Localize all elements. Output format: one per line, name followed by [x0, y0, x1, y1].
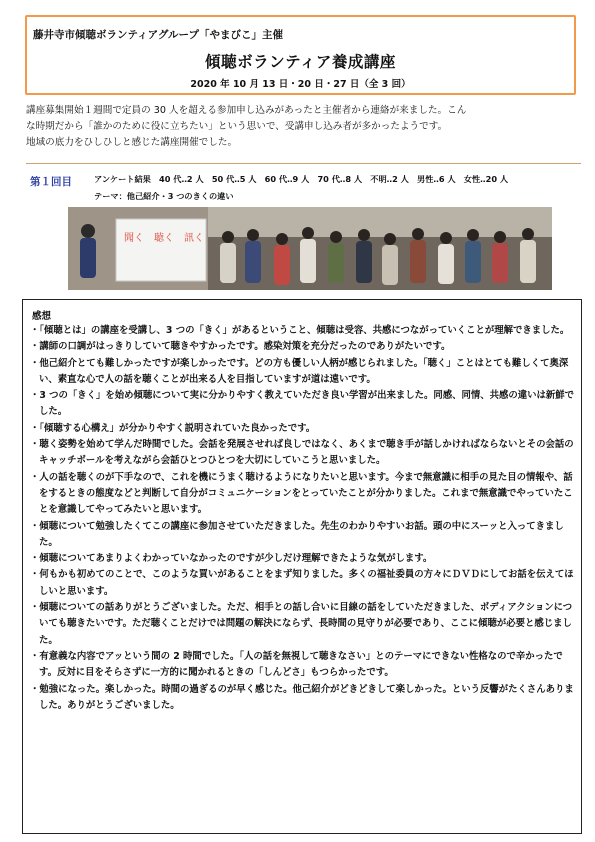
comment-item: ・人の話を聴くのが下手なので、これを機にうまく聴けるようになりたいと思います。今まで無意識に相手の見た目の情報や、話をするときの態度などと判断して自分がコミュニケーションをとっていたことが分かりました。これまで無意識でやっていたことを意識してやってみたいと思います。	[30, 471, 573, 516]
organizer-text: 藤井寺市傾聴ボランティアグループ「やまびこ」主催	[33, 29, 284, 41]
whiteboard-text: 聞く 聴く 訊く	[124, 233, 204, 244]
intro-paragraph	[26, 103, 586, 151]
comment-item: ・傾聴についての話ありがとうございました。ただ、相手との話し合いに目線の話をしていただきました、ボディアクションについても聴きたいです。ただ聴くことだけでは問題の解決にならず、長時間の見守りが必要であり、ここに傾聴が必要と感じました。	[30, 602, 573, 646]
comment-item: ・講師の口調がはっきりしていて聴きやすかったです。感染対策を充分だったのでありがたいです。	[30, 341, 451, 353]
comment-item: ・他己紹介とても難しかったですが楽しかったです。どの方も優しい人柄が感じられました。「聴く」ことはとても難しくて奥深い、素直な心で人の話を聴くことが出来る人を目指していますが道は遠いです。	[30, 357, 569, 385]
comment-item: ・傾聴についてあまりよくわかっていなかったのですが少しだけ理解できたような気がします。	[30, 553, 433, 565]
workshop-photo	[68, 207, 552, 290]
session-label: 第１回目	[30, 176, 72, 188]
event-dates: 2020 年 10 月 13 日・20 日・27 日（全 3 回）	[190, 79, 411, 90]
comment-item: ・「傾聴とは」の講座を受講し、3 つの「きく」があるということ、傾聴は受容、共感につながっていくことが理解できました。	[30, 325, 570, 336]
section-divider	[26, 163, 581, 164]
comment-item: ・3 つの「きく」を始め傾聴について実に分かりやすく教えていただき良い学習が出来ました。同感、同情、共感の違いは新鮮でした。	[30, 390, 574, 418]
intro-line: な時期だから「誰かのために役に立ちたい」という思いで、受講申し込み者が多かったようです。	[26, 121, 448, 132]
comment-item: ・何もかも初めてのことで、このような買いがあることをまず知りました。多くの福祉委員の方々にＤＶＤにしてお話を伝えてほしいと思います。	[30, 569, 574, 597]
session-theme: テーマ：他己紹介・3 つのきくの違い	[94, 191, 234, 201]
comments-list	[30, 323, 578, 714]
page-title: 傾聴ボランティア養成講座	[205, 53, 396, 71]
header-box	[25, 15, 576, 95]
workshop-photo-illustration	[68, 207, 552, 290]
comment-item: ・勉強になった。楽しかった。時間の過ぎるのが早く感じた。他己紹介がどきどきして楽しかった。という反響がたくさんありました。ありがとうございました。	[30, 683, 574, 711]
comments-title: 感想	[32, 311, 52, 322]
comments-box	[22, 299, 582, 834]
comment-item: ・「傾聴する心構え」が分かりやすく説明されていた良かったです。	[30, 422, 316, 434]
comment-item: ・傾聴について勉強したくてこの講座に参加させていただきました。先生のわかりやすいお話。頭の中にスーッと入ってきました。	[30, 520, 564, 548]
intro-line: 地域の底力をひしひしと感じた講座開催でした。	[26, 137, 238, 148]
survey-results: アンケート結果 40 代‥2 人 50 代‥5 人 60 代‥9 人 70 代‥8 人 不明‥2 人 男性‥6 人 女性‥20 人	[94, 174, 509, 184]
comment-item: ・聴く姿勢を始めて学んだ時間でした。会話を発展させれば良しではなく、あくまで聴き手が話しかければならないとその会話のキャッチボールを考えながら会話ひとつひとつを大切にしていこうと思いました。	[30, 439, 574, 467]
comment-item: ・有意義な内容でアッという間の 2 時間でした。「人の話を無視して聴きなさい」とのテーマにできない性格なので辛かったです。反対に目をそらさずに一方的に聞かれるときの「しんどさ」もつらかったです。	[30, 650, 563, 679]
intro-line: 講座募集開始１週間で定員の 30 人を超える参加申し込みがあったと主催者から連絡が来ました。こん	[26, 105, 467, 116]
